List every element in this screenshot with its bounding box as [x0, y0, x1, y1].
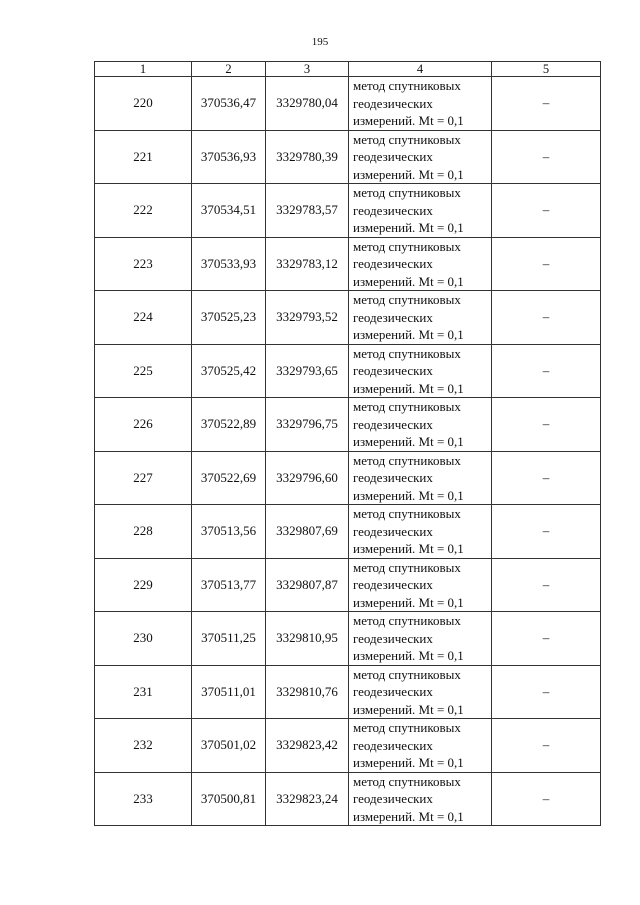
description-dash: – — [492, 451, 601, 505]
method-line-1: метод спутниковых — [353, 345, 461, 361]
header-cell-4: 4 — [349, 62, 492, 77]
method-line-3: измерений. Mt = 0,1 — [353, 220, 464, 235]
table-row — [95, 612, 601, 666]
method-line-1: метод спутниковых — [353, 399, 461, 414]
point-number: 227 — [95, 451, 192, 505]
method-description — [349, 719, 492, 773]
coordinates-table — [94, 61, 601, 826]
method-line-2: геодезических — [353, 630, 433, 646]
coordinate-y: 3329810,76 — [266, 665, 349, 719]
method-line-3: измерений. Mt = 0,1 — [353, 327, 464, 342]
header-cell-3: 3 — [266, 62, 349, 77]
method-description — [349, 130, 492, 184]
table-row — [95, 505, 601, 559]
point-number: 230 — [95, 612, 192, 666]
method-line-3: измерений. Mt = 0,1 — [353, 166, 464, 182]
coordinate-x: 370536,93 — [192, 130, 266, 184]
description-dash: – — [492, 558, 601, 612]
coordinate-y: 3329780,39 — [266, 130, 349, 184]
method-line-1: метод спутниковых — [353, 185, 461, 200]
coordinate-x: 370511,01 — [192, 665, 266, 719]
method-line-3: измерений. Mt = 0,1 — [353, 113, 464, 128]
point-number: 229 — [95, 558, 192, 612]
method-description — [349, 558, 492, 612]
coordinate-x: 370533,93 — [192, 237, 266, 291]
description-dash: – — [492, 665, 601, 719]
table-row — [95, 451, 601, 505]
method-line-1: метод спутниковых — [353, 292, 461, 307]
method-line-3: измерений. Mt = 0,1 — [353, 755, 464, 770]
method-line-2: геодезических — [353, 737, 433, 753]
method-line-2: геодезических — [353, 149, 433, 164]
header-cell-2: 2 — [192, 62, 266, 77]
header-cell-1: 1 — [95, 62, 192, 77]
description-dash: – — [492, 291, 601, 345]
method-line-2: геодезических — [353, 202, 433, 218]
method-description — [349, 344, 492, 398]
coordinate-x: 370501,02 — [192, 719, 266, 773]
header-cell-5: 5 — [492, 62, 601, 77]
coordinate-x: 370522,69 — [192, 451, 266, 505]
table-row — [95, 130, 601, 184]
method-line-1: метод спутниковых — [353, 773, 461, 789]
point-number: 224 — [95, 291, 192, 345]
table-row — [95, 344, 601, 398]
method-description — [349, 612, 492, 666]
table-row — [95, 237, 601, 291]
method-description — [349, 505, 492, 559]
coordinate-x: 370536,47 — [192, 77, 266, 131]
method-description — [349, 184, 492, 238]
method-line-1: метод спутниковых — [353, 666, 461, 682]
method-line-3: измерений. Mt = 0,1 — [353, 701, 464, 717]
table-body — [95, 77, 601, 826]
method-line-1: метод спутниковых — [353, 78, 461, 93]
method-description — [349, 451, 492, 505]
table-row — [95, 398, 601, 452]
table-row — [95, 665, 601, 719]
coordinate-x: 370513,56 — [192, 505, 266, 559]
coordinate-y: 3329796,75 — [266, 398, 349, 452]
point-number: 226 — [95, 398, 192, 452]
point-number: 223 — [95, 237, 192, 291]
coordinate-x: 370500,81 — [192, 772, 266, 826]
coordinate-y: 3329793,65 — [266, 344, 349, 398]
coordinate-y: 3329823,24 — [266, 772, 349, 826]
coordinate-x: 370513,77 — [192, 558, 266, 612]
method-description — [349, 772, 492, 826]
method-description — [349, 77, 492, 131]
method-line-1: метод спутниковых — [353, 720, 461, 735]
coordinate-y: 3329783,12 — [266, 237, 349, 291]
description-dash: – — [492, 398, 601, 452]
description-dash: – — [492, 612, 601, 666]
method-line-2: геодезических — [353, 416, 433, 432]
coordinate-y: 3329796,60 — [266, 451, 349, 505]
method-line-2: геодезических — [353, 791, 433, 806]
coordinate-y: 3329807,87 — [266, 558, 349, 612]
method-line-3: измерений. Mt = 0,1 — [353, 648, 464, 663]
point-number: 225 — [95, 344, 192, 398]
description-dash: – — [492, 344, 601, 398]
method-description — [349, 665, 492, 719]
point-number: 222 — [95, 184, 192, 238]
coordinate-x: 370511,25 — [192, 612, 266, 666]
method-line-3: измерений. Mt = 0,1 — [353, 380, 464, 396]
method-line-2: геодезических — [353, 684, 433, 699]
coordinate-y: 3329793,52 — [266, 291, 349, 345]
coordinate-x: 370534,51 — [192, 184, 266, 238]
description-dash: – — [492, 505, 601, 559]
method-line-1: метод спутниковых — [353, 613, 461, 628]
method-line-1: метод спутниковых — [353, 559, 461, 575]
coordinate-x: 370525,42 — [192, 344, 266, 398]
method-line-3: измерений. Mt = 0,1 — [353, 594, 464, 610]
coordinate-y: 3329810,95 — [266, 612, 349, 666]
table-row — [95, 772, 601, 826]
description-dash: – — [492, 184, 601, 238]
header-row — [95, 62, 601, 77]
table-row — [95, 184, 601, 238]
method-line-3: измерений. Mt = 0,1 — [353, 541, 464, 556]
method-line-2: геодезических — [353, 95, 433, 111]
page-number: 195 — [311, 36, 329, 48]
method-description — [349, 398, 492, 452]
coordinate-y: 3329807,69 — [266, 505, 349, 559]
method-line-1: метод спутниковых — [353, 238, 461, 254]
method-line-2: геодезических — [353, 470, 433, 485]
table-row — [95, 558, 601, 612]
method-line-1: метод спутниковых — [353, 506, 461, 521]
method-line-2: геодезических — [353, 309, 433, 325]
method-line-3: измерений. Mt = 0,1 — [353, 273, 464, 289]
point-number: 221 — [95, 130, 192, 184]
method-description — [349, 291, 492, 345]
method-line-3: измерений. Mt = 0,1 — [353, 487, 464, 503]
description-dash: – — [492, 719, 601, 773]
coordinate-x: 370525,23 — [192, 291, 266, 345]
coordinate-y: 3329780,04 — [266, 77, 349, 131]
point-number: 220 — [95, 77, 192, 131]
point-number: 233 — [95, 772, 192, 826]
description-dash: – — [492, 130, 601, 184]
description-dash: – — [492, 237, 601, 291]
coordinate-y: 3329823,42 — [266, 719, 349, 773]
coordinate-x: 370522,89 — [192, 398, 266, 452]
method-line-2: геодезических — [353, 577, 433, 592]
point-number: 228 — [95, 505, 192, 559]
table-row — [95, 719, 601, 773]
table-row — [95, 291, 601, 345]
coordinate-y: 3329783,57 — [266, 184, 349, 238]
method-line-3: измерений. Mt = 0,1 — [353, 434, 464, 449]
method-line-2: геодезических — [353, 363, 433, 378]
method-description — [349, 237, 492, 291]
description-dash: – — [492, 772, 601, 826]
description-dash: – — [492, 77, 601, 131]
method-line-3: измерений. Mt = 0,1 — [353, 808, 464, 824]
method-line-1: метод спутниковых — [353, 452, 461, 468]
method-line-1: метод спутниковых — [353, 131, 461, 147]
table-header — [95, 62, 601, 77]
point-number: 232 — [95, 719, 192, 773]
method-line-2: геодезических — [353, 523, 433, 539]
table-row — [95, 77, 601, 131]
point-number: 231 — [95, 665, 192, 719]
method-line-2: геодезических — [353, 256, 433, 271]
